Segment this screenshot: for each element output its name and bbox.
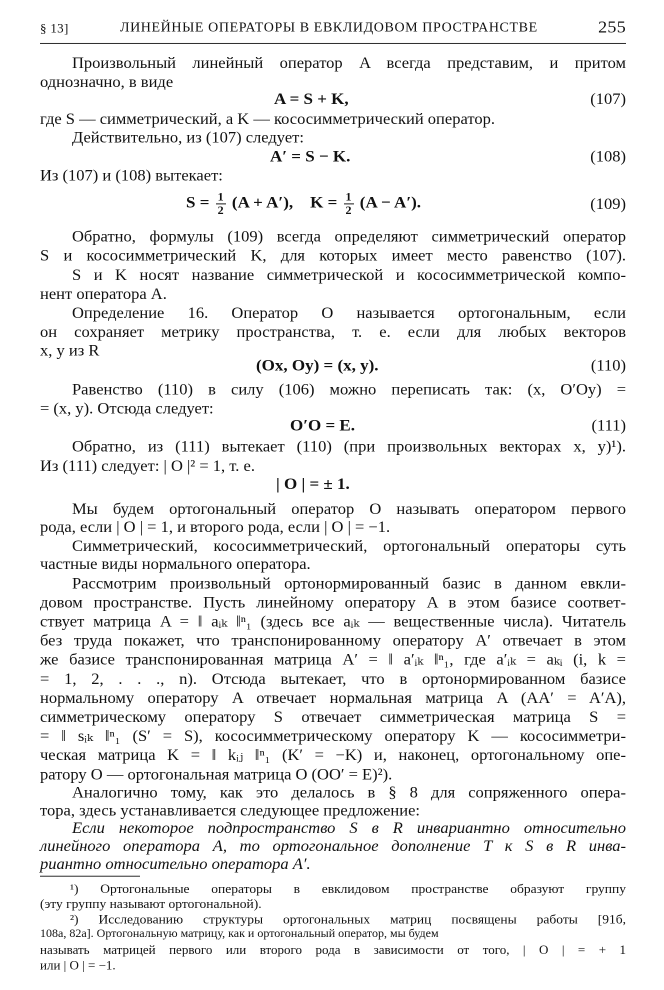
equation-107: A = S + K, [274,89,349,108]
text-line: ратору O — ортогональная матрица O (OO′ = E)²). [40,764,393,784]
text-line: нент оператора A. [40,284,167,303]
footnote-line: ¹) Ортогональные операторы в евклидовом пространстве образуют группу [70,881,626,896]
equation-number-108: (108) [590,147,626,166]
eq109-k-rhs: (A − A′). [359,193,422,212]
text-line: же базисе транспонированная матрица A′ = ‖ a′ᵢₖ ‖ⁿ₁, где a′ᵢₖ = aₖᵢ (i, k = [40,650,626,669]
text-line: = ‖ sᵢₖ ‖ⁿ₁ (S′ = S), кососимметрическому оператору K — кососимметри- [40,726,626,745]
text-line: Рассмотрим произвольный ортонормированный базис в данном евкли- [72,573,626,593]
text-line: Из (111) следует: | O |² = 1, т. е. [40,456,255,475]
eq109-s: S = [186,193,210,212]
page-number: 255 [598,17,626,37]
text-line: симметрическому оператору S отвечает симметрическая матрица S = [40,707,626,726]
frac-numerator: 1 [345,190,352,204]
text-line: Обратно, из (111) вытекает (110) (при произвольных векторах x, y)¹). [72,437,626,456]
frac-denominator: 2 [345,203,352,217]
text-line: где S — симметрический, а K — кососимметрический оператор. [40,109,495,128]
text-line: x, y из R [40,340,100,360]
fraction-half [344,191,354,217]
text-line: S и K носят название симметрической и кососимметрической компо- [72,265,626,284]
header-rule [40,43,626,44]
text-line: однозначно, в виде [40,72,174,91]
text-line: рода, если | O | = 1, и второго рода, если | O | = −1. [40,517,391,536]
definition-line: Определение 16. Оператор O называется ортогональным, если [72,303,626,322]
chapter-title: ЛИНЕЙНЫЕ ОПЕРАТОРЫ В ЕВКЛИДОВОМ ПРОСТРАНСТВЕ [120,21,538,36]
equation-number-110: (110) [590,356,626,375]
equation-109 [186,191,421,217]
equation-111: O′O = E. [290,416,356,435]
fraction-half [216,191,226,217]
text-line: Из (107) и (108) вытекает: [40,166,223,185]
equation-110: (Ox, Oy) = (x, y). [256,356,379,375]
text-line: тора, здесь устанавливается следующее предложение: [40,801,420,820]
text-line: частные виды нормального оператора. [40,554,311,573]
theorem-line: линейного оператора A, то ортогональное дополнение T к S в R инва- [40,836,626,855]
text-line: Обратно, формулы (109) всегда определяют симметрический оператор [72,227,626,246]
theorem-line: Если некоторое подпространство S в R инвариантно относительно [72,818,626,837]
text-line: S и кососимметрический K, для которых имеет место равенство (107). [40,246,626,265]
equation-108: A′ = S − K. [270,147,351,166]
text-line: = 1, 2, . . ., n). Отсюда вытекает, что в ортонормированном базисе [40,669,626,688]
text-line: нормальному оператору A отвечает нормальная матрица A (AA′ = A′A), [40,688,626,707]
theorem-line: риантно относительно оператора A′. [40,854,311,873]
footnote-line: (эту группу называют ортогональной). [40,896,262,912]
text-line: без труда покажет, что транспонированному оператору A′ отвечает в этом [40,631,626,650]
text-line: = (x, y). Отсюда следует: [40,399,214,418]
running-header [40,17,626,40]
text-line: Произвольный линейный оператор A всегда представим, и притом [72,53,626,72]
text-line: он сохраняет метрику пространства, т. е. если для любых векторов [40,322,626,341]
frac-denominator: 2 [217,203,224,217]
footnote-line: 108а, 82а]. Ортогональную матрицу, как и ортогональный оператор, мы будем [40,926,439,940]
frac-numerator: 1 [217,190,224,204]
text-line: Мы будем ортогональный оператор O называть оператором первого [72,499,626,518]
footnote-line: или | O | = −1. [40,957,116,973]
eq109-k: K = [310,193,338,212]
equation-number-109: (109) [590,194,626,213]
section-ref: § 13] [40,21,69,36]
text-line: ствует матрица A = ‖ aᵢₖ ‖ⁿ₁ (здесь все aᵢₖ — вещественные числа). Читатель [40,612,626,631]
footnote-line: называть матрицей первого или второго рода в зависимости от того, | O | = + 1 [40,942,626,957]
equation-determinant: | O | = ± 1. [276,474,350,493]
footnote-rule [40,876,140,877]
footnote-line: ²) Исследованию структуры ортогональных матриц посвящены работы [91б, [70,912,626,927]
text-line: довом пространстве. Пусть линейному оператору A в этом базисе соответ- [40,593,626,612]
text-line: Симметрический, кососимметрический, ортогональный операторы суть [72,536,626,555]
text-line: Аналогично тому, как это делалось в § 8 для сопряженного опера- [72,783,626,802]
text-line: Равенство (110) в силу (106) можно переписать так: (x, O′Oy) = [72,380,626,399]
equation-number-111: (111) [591,416,626,435]
equation-number-107: (107) [590,89,626,108]
eq109-s-rhs: (A + A′), [231,193,294,212]
text-line: Действительно, из (107) следует: [72,127,304,147]
text-line: ческая матрица K = ‖ kᵢⱼ ‖ⁿ₁ (K′ = −K) и, наконец, ортогональному опе- [40,745,626,764]
